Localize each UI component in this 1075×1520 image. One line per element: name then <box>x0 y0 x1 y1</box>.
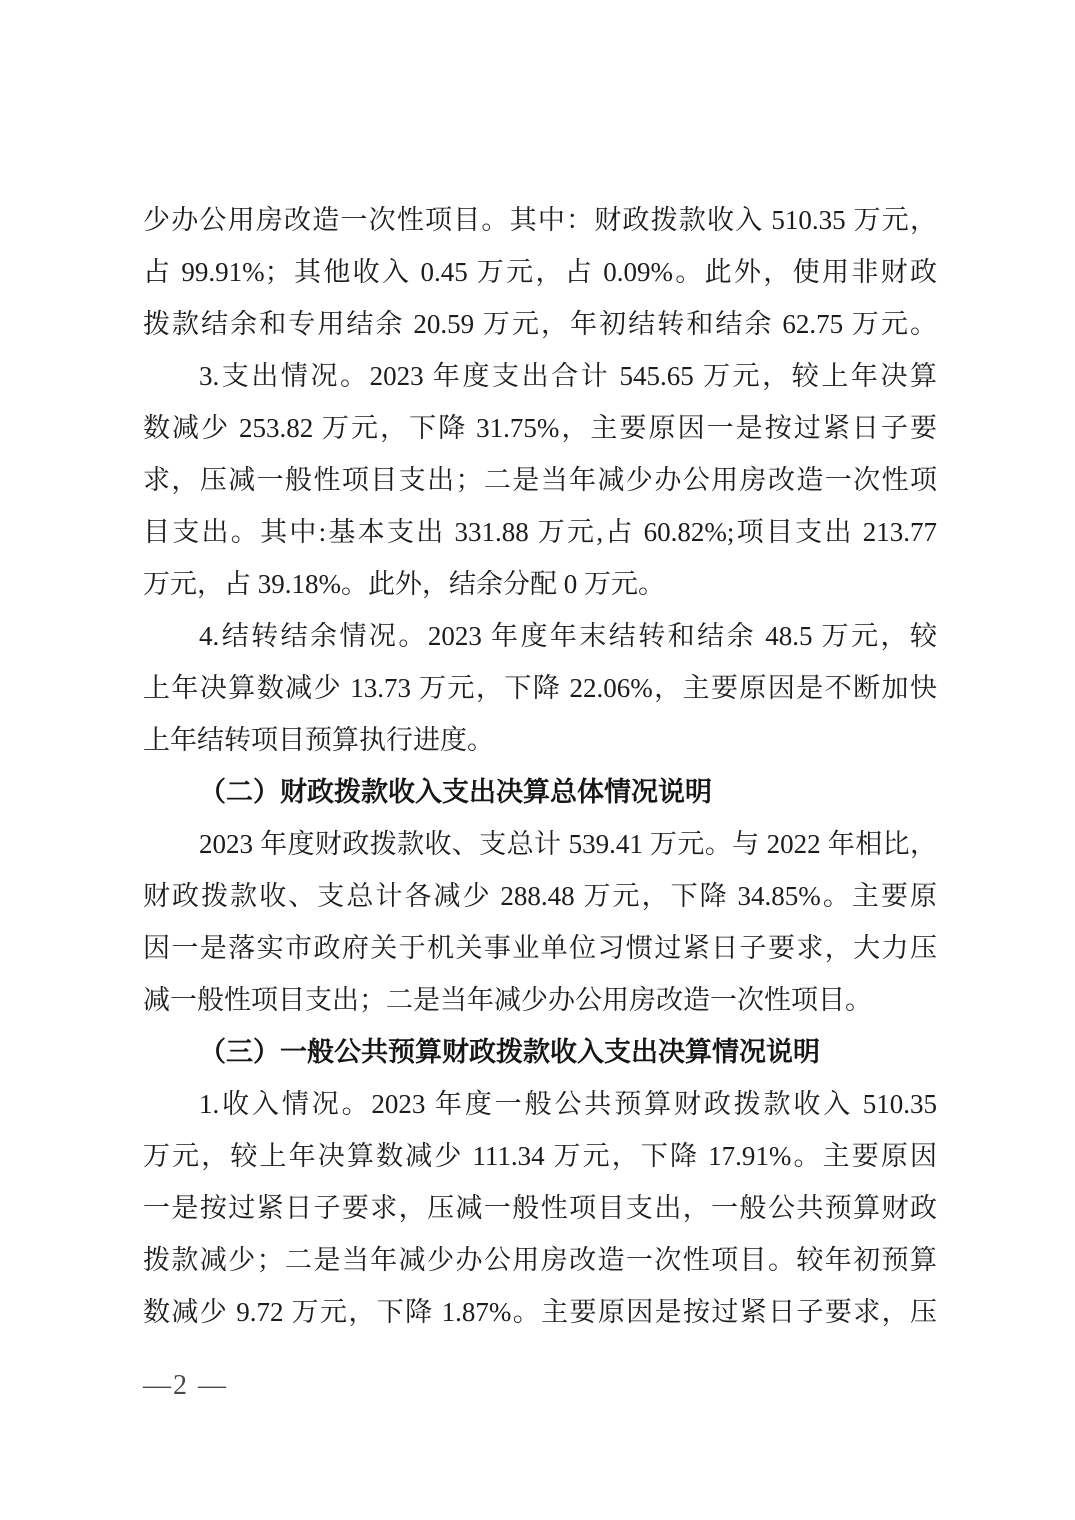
page-footer <box>143 1360 228 1412</box>
text-line: 占 99.91%；其他收入 0.45 万元，占 0.09%。此外，使用非财政 <box>143 257 937 287</box>
text-line: （三）一般公共预算财政拨款收入支出决算情况说明 <box>199 1037 820 1067</box>
text-line: 1.收入情况。2023 年度一般公共预算财政拨款收入 510.35 <box>199 1089 937 1119</box>
text-line: 少办公用房改造一次性项目。其中：财政拨款收入 510.35 万元， <box>143 205 937 235</box>
text-line: 2023 年度财政拨款收、支总计 539.41 万元。与 2022 年相比， <box>199 829 937 859</box>
text-line: 一是按过紧日子要求，压减一般性项目支出，一般公共预算财政 <box>143 1193 937 1223</box>
text-line: 求，压减一般性项目支出；二是当年减少办公用房改造一次性项 <box>143 465 937 495</box>
text-line: 财政拨款收、支总计各减少 288.48 万元，下降 34.85%。主要原 <box>143 881 937 911</box>
text-line: 上年决算数减少 13.73 万元，下降 22.06%，主要原因是不断加快 <box>143 673 937 703</box>
page-number: —2 — <box>143 1370 228 1401</box>
text-line: 拨款结余和专用结余 20.59 万元，年初结转和结余 62.75 万元。 <box>143 309 937 339</box>
text-line: 减一般性项目支出；二是当年减少办公用房改造一次性项目。 <box>143 985 872 1015</box>
text-line: 万元，占 39.18%。此外，结余分配 0 万元。 <box>143 569 665 599</box>
text-line: 4.结转结余情况。2023 年度年末结转和结余 48.5 万元，较 <box>199 621 937 651</box>
text-line: 目支出。其中:基本支出 331.88 万元,占 60.82%;项目支出 213.77 <box>143 517 937 547</box>
text-line: 万元，较上年决算数减少 111.34 万元，下降 17.91%。主要原因 <box>143 1141 937 1171</box>
text-line: 上年结转项目预算执行进度。 <box>143 725 494 755</box>
text-line: 数减少 253.82 万元，下降 31.75%，主要原因一是按过紧日子要 <box>143 413 937 443</box>
document-body <box>143 194 937 1338</box>
text-line: 3.支出情况。2023 年度支出合计 545.65 万元，较上年决算 <box>199 361 937 391</box>
text-line: （二）财政拨款收入支出决算总体情况说明 <box>199 777 712 807</box>
text-line: 拨款减少；二是当年减少办公用房改造一次性项目。较年初预算 <box>143 1245 937 1275</box>
text-line: 因一是落实市政府关于机关事业单位习惯过紧日子要求，大力压 <box>143 933 937 963</box>
text-line: 数减少 9.72 万元，下降 1.87%。主要原因是按过紧日子要求，压 <box>143 1297 937 1327</box>
